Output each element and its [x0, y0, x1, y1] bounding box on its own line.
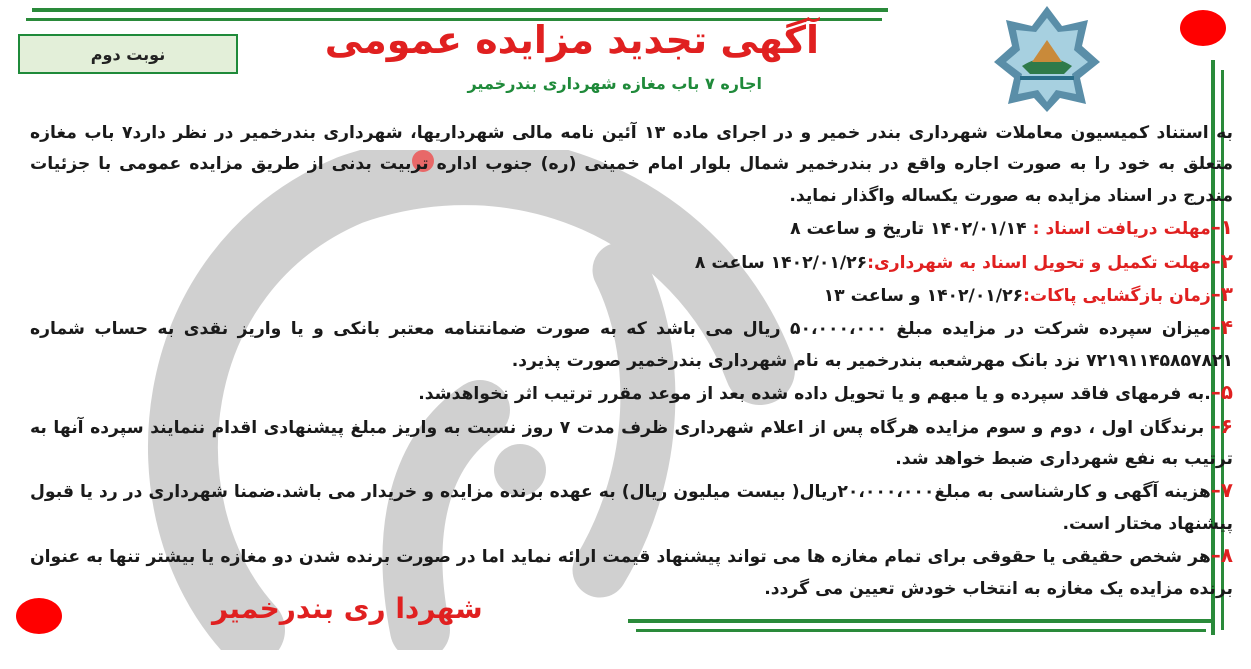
intro-paragraph: به استناد کمیسیون معاملات شهرداری بندر خمیر و در اجرای ماده ۱۳ آئین نامه مالی شهرداریها، شهرداری بندرخمیر در نظر دارد۷ باب مغازه متعلق به خود را به صورت اجاره واقع در بندرخمیر شمال بلوار امام خمینی (ره) جنوب اداره تربیت بدنی از طریق مزایده عمومی با جزئیات مندرج در اسناد مزایده به صورت یکساله واگذار نماید.: [30, 123, 1234, 206]
list-item: [30, 540, 1233, 605]
item-number: ۳–: [1210, 282, 1233, 307]
list-item: [30, 246, 1233, 279]
municipality-signature: شهردا ری بندرخمیر: [212, 592, 483, 625]
item-number: ۶–: [1210, 413, 1233, 438]
item-number: ۴–: [1210, 315, 1233, 340]
item-number: ۸–: [1210, 543, 1233, 568]
list-item: [30, 312, 1233, 377]
item-number: ۵–: [1210, 380, 1233, 405]
item-text: ۱۴۰۲/۰۱/۲۶ و ساعت ۱۳: [823, 286, 1024, 307]
item-number: ۲–: [1210, 248, 1233, 273]
list-item: [30, 377, 1233, 410]
notice-title: آگهی تجدید مزایده عمومی: [324, 18, 819, 62]
item-label: مهلت دریافت اسناد :: [1026, 219, 1211, 240]
notice-body: [30, 118, 1233, 605]
item-label: زمان بازگشایی پاکات:: [1023, 286, 1211, 307]
item-text: برندگان اول ، دوم و سوم مزایده هرگاه پس از اعلام شهرداری ظرف مدت ۷ روز نسبت به واریز مبلغ پیشنهادی اقدام ننمایند سپرده آنها به ترتیب به نفع شهرداری ضبط خواهد شد.: [30, 417, 1233, 470]
list-item: [30, 411, 1233, 476]
bottom-border-line: [628, 619, 1214, 623]
item-text: .به فرمهای فاقد سپرده و یا مبهم و یا تحویل داده شده بعد از موعد مقرر ترتیب اثر نخواهدشد.: [418, 384, 1211, 405]
item-label: مهلت تکمیل و تحویل اسناد به شهرداری:: [867, 252, 1211, 273]
publication-round-badge: نوبت دوم: [18, 34, 238, 74]
item-number: ۷–: [1210, 478, 1233, 503]
list-item: [30, 279, 1233, 312]
item-text: ۱۴۰۲/۰۱/۲۶ ساعت ۸: [694, 252, 868, 273]
item-text: هر شخص حقیقی یا حقوقی برای تمام مغازه ها می تواند پیشنهاد قیمت ارائه نماید اما در صورت برنده شدن دو مغازه یا بیشتر تنها به عنوان برنده مزایده یک مغازه به انتخاب خودش تعیین می گردد.: [30, 547, 1233, 599]
item-text: ۱۴۰۲/۰۱/۱۴ تاریخ و ساعت ۸: [790, 219, 1027, 240]
top-border-line: [32, 8, 888, 12]
notice-subtitle: اجاره ۷ باب مغازه شهرداری بندرخمیر: [467, 74, 762, 93]
bottom-border-line-inner: [636, 629, 1206, 632]
list-item: [30, 212, 1233, 245]
list-item: [30, 475, 1233, 540]
decorative-dot-top-right: [1180, 10, 1226, 46]
item-number: ۱–: [1210, 215, 1233, 240]
item-text: هزینه آگهی و کارشناسی به مبلغ۲۰،۰۰۰،۰۰۰ریال( بیست میلیون ریال) به عهده برنده مزایده و خریدار می باشد.ضمنا شهرداری در رد یا قبول پیشنهاد مختار است.: [30, 482, 1233, 534]
item-text: میزان سپرده شرکت در مزایده مبلغ ۵۰،۰۰۰،۰۰۰ ریال می باشد که به صورت ضمانتنامه معتبر بانکی و یا واریز نقدی به حساب شماره ۷۲۱۹۱۱۴۵۸۵۷۸۲۱ نزد بانک مهرشعبه بندرخمیر به نام شهرداری بندرخمیر صورت پذیرد.: [30, 319, 1233, 371]
municipality-logo-icon: [992, 4, 1102, 114]
